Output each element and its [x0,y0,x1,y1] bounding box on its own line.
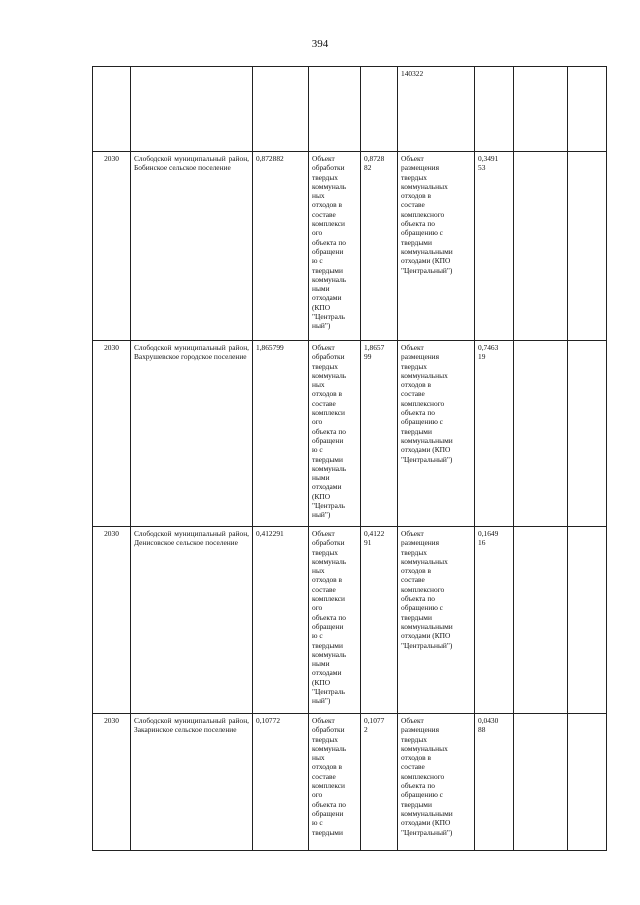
table-row [93,714,607,851]
cell-territory: Слободской муниципальный район, Закаринское сельское поселение [131,714,253,851]
cell-placement-object: Объект размещения твердых коммунальных отходов в составе комплексного объекта по обращению с твердыми коммунальными отходами (КПО "Центральный") [398,341,475,527]
cell-empty-b [568,714,607,851]
cell-empty-b [568,527,607,714]
cell-empty-a [514,714,568,851]
cell-mass-3: 0,3491 53 [475,152,514,341]
cell-empty-a [514,152,568,341]
cell-year: 2030 [93,152,131,341]
cell-processing-object: Объект обработки твердых коммуналь ных отходов в составе комплекси ого объекта по обращени ю с твердыми коммуналь ными отходами (КПО "Централь ный") [309,527,361,714]
cell-mass-1: 0,872882 [253,152,309,341]
cell-empty-a [514,67,568,152]
cell-mass-3: 0,7463 19 [475,341,514,527]
cell-placement-object: Объект размещения твердых коммунальных отходов в составе комплексного объекта по обращению с твердыми коммунальными отходами (КПО "Центральный") [398,714,475,851]
cell-year [93,67,131,152]
cell-mass-1: 0,412291 [253,527,309,714]
cell-territory: Слободской муниципальный район, Денисовское сельское поселение [131,527,253,714]
cell-empty-b [568,67,607,152]
cell-placement-object: Объект размещения твердых коммунальных отходов в составе комплексного объекта по обращению с твердыми коммунальными отходами (КПО "Центральный") [398,527,475,714]
cell-territory: Слободской муниципальный район, Бобинское сельское поселение [131,152,253,341]
cell-mass-1 [253,67,309,152]
cell-empty-a [514,527,568,714]
table-row [93,152,607,341]
cell-territory [131,67,253,152]
cell-empty-b [568,152,607,341]
cell-mass-1: 0,10772 [253,714,309,851]
cell-mass-2: 0,8728 82 [361,152,398,341]
cell-processing-object: Объект обработки твердых коммуналь ных отходов в составе комплекси ого объекта по обращени ю с твердыми [309,714,361,851]
waste-flow-table [92,66,607,851]
cell-year: 2030 [93,341,131,527]
cell-mass-2: 1,8657 99 [361,341,398,527]
cell-mass-2: 0,1077 2 [361,714,398,851]
cell-mass-3: 0,0430 88 [475,714,514,851]
cell-destination-code: 140322 [398,67,475,152]
cell-year: 2030 [93,714,131,851]
cell-territory: Слободской муниципальный район, Вахрушевское городское поселение [131,341,253,527]
table-row [93,527,607,714]
cell-mass-1: 1,865799 [253,341,309,527]
cell-processing-object [309,67,361,152]
cell-year: 2030 [93,527,131,714]
cell-placement-object: Объект размещения твердых коммунальных отходов в составе комплексного объекта по обращению с твердыми коммунальными отходами (КПО "Центральный") [398,152,475,341]
table-row [93,341,607,527]
page-number: 394 [311,38,329,50]
cell-mass-3: 0,1649 16 [475,527,514,714]
cell-processing-object: Объект обработки твердых коммуналь ных отходов в составе комплекси ого объекта по обращени ю с твердыми коммуналь ными отходами (КПО "Централь ный") [309,341,361,527]
cell-mass-3 [475,67,514,152]
cell-empty-b [568,341,607,527]
cell-mass-2: 0,4122 91 [361,527,398,714]
cell-empty-a [514,341,568,527]
cell-mass-2 [361,67,398,152]
cell-processing-object: Объект обработки твердых коммуналь ных отходов в составе комплекси ого объекта по обращени ю с твердыми коммуналь ными отходами (КПО "Централь ный") [309,152,361,341]
table-row-continuation [93,67,607,152]
